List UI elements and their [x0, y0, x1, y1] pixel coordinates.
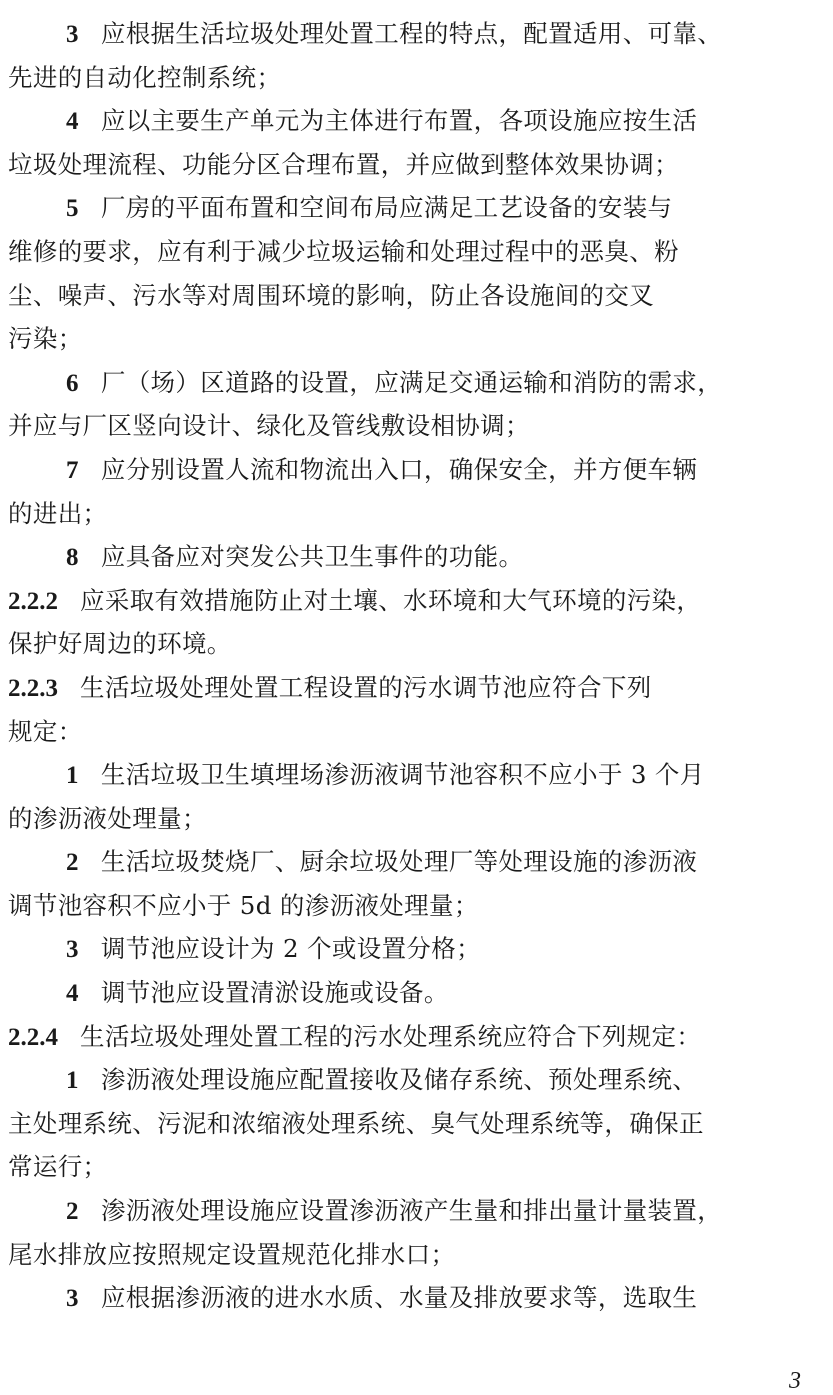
clause-line [0, 1015, 833, 1059]
item-number: 3 [66, 1285, 79, 1313]
line-text: 厂（场）区道路的设置，应满足交通运输和消防的需求， [100, 367, 723, 397]
line-text: 保护好周边的环境。 [8, 629, 232, 659]
line-text: 应分别设置人流和物流出入口，确保安全，并方便车辆 [100, 454, 698, 484]
line-text: 污染； [8, 324, 83, 354]
clause-line [0, 840, 833, 884]
text-line [0, 317, 833, 361]
text-line [0, 884, 833, 928]
page-number: 3 [789, 1368, 801, 1394]
clause-line [0, 753, 833, 797]
line-text: 应以主要生产单元为主体进行布置，各项设施应按生活 [100, 106, 698, 136]
text-line [0, 710, 833, 754]
item-number: 1 [66, 762, 79, 790]
line-text: 应采取有效措施防止对土壤、水环境和大气环境的污染， [80, 585, 702, 615]
item-number: 6 [66, 369, 79, 397]
item-number: 8 [66, 544, 79, 572]
text-line [0, 274, 833, 318]
line-text: 调节池应设置清淤设施或设备。 [100, 978, 449, 1008]
document-body [0, 12, 833, 1320]
line-text: 的进出； [8, 498, 108, 528]
line-text: 厂房的平面布置和空间布局应满足工艺设备的安装与 [100, 193, 673, 223]
item-number: 3 [66, 936, 79, 964]
item-number: 4 [66, 108, 79, 136]
text-line [0, 492, 833, 536]
clause-line [0, 186, 833, 230]
item-number: 4 [66, 980, 79, 1008]
line-text: 的渗沥液处理量； [8, 803, 207, 833]
line-text: 尾水排放应按照规定设置规范化排水口； [8, 1239, 456, 1269]
clause-line [0, 535, 833, 579]
line-text: 尘、噪声、污水等对周围环境的影响，防止各设施间的交叉 [8, 280, 655, 310]
line-text: 垃圾处理流程、功能分区合理布置，并应做到整体效果协调； [8, 149, 679, 179]
line-text: 应根据渗沥液的进水水质、水量及排放要求等，选取生 [100, 1283, 698, 1313]
clause-line [0, 1189, 833, 1233]
line-text: 应具备应对突发公共卫生事件的功能。 [100, 542, 524, 572]
text-line [0, 622, 833, 666]
section-number: 2.2.4 [8, 1023, 58, 1051]
text-line [0, 230, 833, 274]
line-text: 主处理系统、污泥和浓缩液处理系统、臭气处理系统等，确保正 [8, 1108, 704, 1138]
clause-line [0, 971, 833, 1015]
line-text: 生活垃圾处理处置工程设置的污水调节池应符合下列 [80, 672, 652, 702]
line-text: 生活垃圾焚烧厂、厨余垃圾处理厂等处理设施的渗沥液 [100, 847, 698, 877]
text-line [0, 1102, 833, 1146]
line-text: 调节池应设计为 2 个或设置分格； [100, 934, 481, 964]
text-line [0, 56, 833, 100]
line-text: 应根据生活垃圾处理处置工程的特点，配置适用、可靠、 [100, 19, 723, 48]
clause-line [0, 361, 833, 405]
text-line [0, 1145, 833, 1189]
item-number: 5 [66, 195, 79, 223]
clause-line [0, 448, 833, 492]
item-number: 7 [66, 456, 79, 484]
clause-line [0, 99, 833, 143]
text-line [0, 404, 833, 448]
line-text: 生活垃圾卫生填埋场渗沥液调节池容积不应小于 3 个月 [100, 760, 705, 790]
line-text: 渗沥液处理设施应配置接收及储存系统、预处理系统、 [100, 1065, 698, 1095]
line-text: 先进的自动化控制系统； [8, 62, 282, 92]
item-number: 1 [66, 1067, 79, 1095]
line-text: 调节池容积不应小于 5d 的渗沥液处理量； [8, 890, 479, 920]
item-number: 3 [66, 21, 79, 48]
clause-line [0, 12, 833, 56]
line-text: 生活垃圾处理处置工程的污水处理系统应符合下列规定： [80, 1021, 702, 1051]
clause-line [0, 579, 833, 623]
line-text: 维修的要求，应有利于减少垃圾运输和处理过程中的恶臭、粉 [8, 236, 679, 266]
item-number: 2 [66, 849, 79, 877]
clause-line [0, 1058, 833, 1102]
text-line [0, 143, 833, 187]
line-text: 渗沥液处理设施应设置渗沥液产生量和排出量计量装置， [100, 1196, 723, 1226]
text-line [0, 1233, 833, 1277]
clause-line [0, 927, 833, 971]
line-text: 并应与厂区竖向设计、绿化及管线敷设相协调； [8, 411, 530, 441]
clause-line [0, 666, 833, 710]
section-number: 2.2.2 [8, 587, 58, 615]
document-page [0, 12, 833, 1394]
clause-line [0, 1276, 833, 1320]
section-number: 2.2.3 [8, 674, 58, 702]
line-text: 常运行； [8, 1152, 108, 1182]
item-number: 2 [66, 1198, 79, 1226]
line-text: 规定： [8, 716, 83, 746]
text-line [0, 797, 833, 841]
